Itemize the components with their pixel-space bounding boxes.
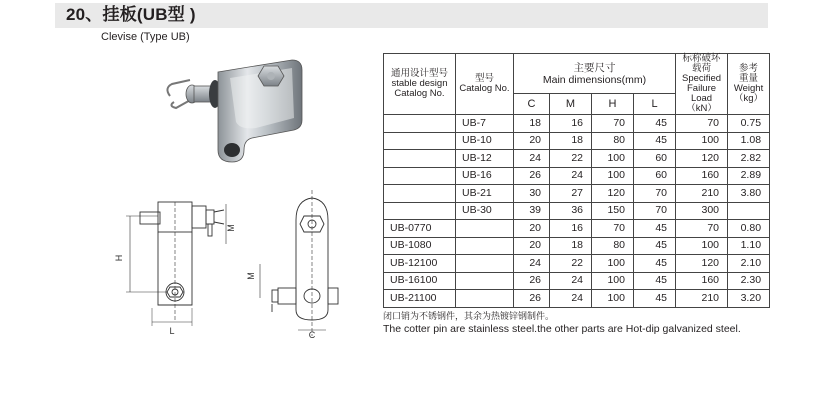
cell-load: 210	[676, 185, 728, 203]
cell-m: 18	[550, 132, 592, 150]
cell-l: 45	[634, 115, 676, 133]
cell-standard: UB-16100	[384, 272, 456, 290]
header-m: M	[550, 94, 592, 115]
cell-m: 22	[550, 150, 592, 168]
spec-table	[383, 53, 770, 308]
table-row	[384, 115, 770, 133]
cell-c: 26	[514, 272, 550, 290]
cell-weight: 2.82	[728, 150, 770, 168]
cell-standard	[384, 167, 456, 185]
cell-weight: 3.80	[728, 185, 770, 203]
cell-weight: 2.30	[728, 272, 770, 290]
cotter-pin-shape	[167, 80, 198, 108]
header-weight: 参考 重量 Weight （kg）	[728, 54, 770, 115]
cell-standard	[384, 202, 456, 220]
cell-catalog	[456, 237, 514, 255]
cell-l: 45	[634, 132, 676, 150]
cell-h: 150	[592, 202, 634, 220]
cell-catalog: UB-30	[456, 202, 514, 220]
header-dimensions: 主要尺寸 Main dimensions(mm)	[514, 54, 676, 94]
table-row	[384, 220, 770, 238]
cell-m: 16	[550, 220, 592, 238]
cell-weight: 1.10	[728, 237, 770, 255]
cell-h: 100	[592, 272, 634, 290]
cell-m: 16	[550, 115, 592, 133]
technical-drawing	[108, 180, 350, 340]
cell-h: 100	[592, 290, 634, 308]
cell-h: 100	[592, 150, 634, 168]
header-h: H	[592, 94, 634, 115]
table-row	[384, 255, 770, 273]
note-chinese: 闭口销为不锈钢件，其余为热镀锌钢制件。	[383, 311, 555, 321]
cell-load: 210	[676, 290, 728, 308]
cell-h: 100	[592, 255, 634, 273]
cell-l: 60	[634, 167, 676, 185]
cell-standard	[384, 115, 456, 133]
cell-load: 160	[676, 167, 728, 185]
table-row	[384, 290, 770, 308]
cell-h: 100	[592, 167, 634, 185]
cell-m: 24	[550, 272, 592, 290]
cell-load: 100	[676, 237, 728, 255]
cell-l: 60	[634, 150, 676, 168]
cell-catalog	[456, 220, 514, 238]
table-row	[384, 185, 770, 203]
cell-weight: 1.08	[728, 132, 770, 150]
cell-c: 18	[514, 115, 550, 133]
cell-l: 70	[634, 185, 676, 203]
cell-m: 24	[550, 167, 592, 185]
cell-c: 20	[514, 220, 550, 238]
header-catalog: 型号 Catalog No.	[456, 54, 514, 115]
page-title: 20、挂板(UB型 )	[66, 5, 196, 24]
cell-standard: UB-12100	[384, 255, 456, 273]
cell-load: 100	[676, 132, 728, 150]
cell-weight: 3.20	[728, 290, 770, 308]
header-standard: 通用设计型号 stable design Catalog No.	[384, 54, 456, 115]
cell-l: 45	[634, 237, 676, 255]
cell-load: 300	[676, 202, 728, 220]
product-photo	[160, 58, 312, 166]
table-row	[384, 237, 770, 255]
header-l: L	[634, 94, 676, 115]
cell-h: 80	[592, 237, 634, 255]
cell-standard: UB-0770	[384, 220, 456, 238]
cell-weight	[728, 202, 770, 220]
cell-l: 45	[634, 220, 676, 238]
header-load: 标称破坏 载荷 Specified Failure Load （kN）	[676, 54, 728, 115]
cell-c: 30	[514, 185, 550, 203]
cell-catalog: UB-7	[456, 115, 514, 133]
dim-label-m: M	[226, 224, 236, 232]
cell-c: 20	[514, 237, 550, 255]
side-view	[126, 202, 226, 326]
cell-load: 120	[676, 255, 728, 273]
cell-catalog	[456, 290, 514, 308]
note-english: The cotter pin are stainless steel.the other parts are Hot-dip galvanized steel.	[383, 323, 741, 335]
cell-c: 26	[514, 290, 550, 308]
cell-c: 39	[514, 202, 550, 220]
cell-m: 36	[550, 202, 592, 220]
cell-catalog: UB-21	[456, 185, 514, 203]
dim-label-c: C	[308, 330, 316, 340]
cell-load: 70	[676, 220, 728, 238]
table-row	[384, 132, 770, 150]
cell-standard	[384, 132, 456, 150]
cell-c: 20	[514, 132, 550, 150]
table-header-row	[384, 54, 770, 94]
table-row	[384, 167, 770, 185]
cell-l: 45	[634, 255, 676, 273]
cell-standard	[384, 150, 456, 168]
cell-load: 160	[676, 272, 728, 290]
cell-c: 26	[514, 167, 550, 185]
cell-weight: 2.10	[728, 255, 770, 273]
cell-catalog: UB-10	[456, 132, 514, 150]
cell-h: 80	[592, 132, 634, 150]
header-c: C	[514, 94, 550, 115]
cell-l: 70	[634, 202, 676, 220]
cell-m: 27	[550, 185, 592, 203]
cell-m: 18	[550, 237, 592, 255]
cell-l: 45	[634, 272, 676, 290]
cell-weight: 0.75	[728, 115, 770, 133]
cell-catalog	[456, 272, 514, 290]
cell-l: 45	[634, 290, 676, 308]
cell-h: 70	[592, 115, 634, 133]
dim-label-h: H	[114, 254, 124, 262]
cell-load: 70	[676, 115, 728, 133]
cell-load: 120	[676, 150, 728, 168]
cell-standard: UB-1080	[384, 237, 456, 255]
table-row	[384, 272, 770, 290]
cell-c: 24	[514, 255, 550, 273]
dim-label-m-front: M	[246, 272, 256, 280]
cell-standard: UB-21100	[384, 290, 456, 308]
cell-standard	[384, 185, 456, 203]
front-view	[260, 190, 338, 336]
cell-catalog	[456, 255, 514, 273]
table-row	[384, 150, 770, 168]
dim-label-l: L	[169, 326, 175, 336]
cell-m: 22	[550, 255, 592, 273]
cell-h: 70	[592, 220, 634, 238]
cell-catalog: UB-12	[456, 150, 514, 168]
table-row	[384, 202, 770, 220]
cell-c: 24	[514, 150, 550, 168]
cell-weight: 0.80	[728, 220, 770, 238]
cell-weight: 2.89	[728, 167, 770, 185]
cell-h: 120	[592, 185, 634, 203]
cell-catalog: UB-16	[456, 167, 514, 185]
cell-m: 24	[550, 290, 592, 308]
page-subtitle: Clevise (Type UB)	[101, 31, 190, 43]
